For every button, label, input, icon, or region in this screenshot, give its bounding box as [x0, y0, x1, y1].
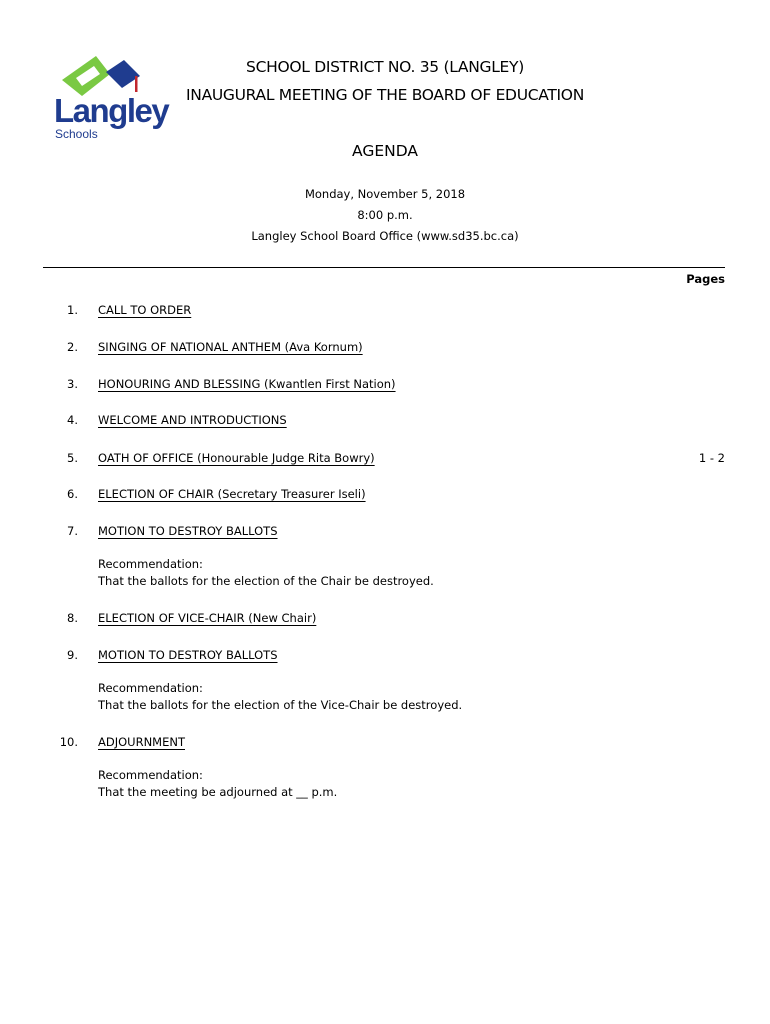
logo-subtitle: Schools	[55, 127, 98, 141]
recommendation-block	[98, 767, 337, 801]
item-title-link[interactable]: OATH OF OFFICE (Honourable Judge Rita Bowry)	[98, 451, 375, 465]
item-title-link[interactable]: ADJOURNMENT	[98, 735, 185, 749]
pages-column-heading: Pages	[686, 272, 725, 286]
meeting-date: Monday, November 5, 2018	[304, 187, 466, 201]
recommendation-block	[98, 680, 462, 714]
item-number: 1.	[67, 303, 78, 317]
item-title-link[interactable]: SINGING OF NATIONAL ANTHEM (Ava Kornum)	[98, 340, 363, 354]
item-title-link[interactable]: ELECTION OF CHAIR (Secretary Treasurer Iseli)	[98, 487, 366, 501]
item-title-link[interactable]: CALL TO ORDER	[98, 303, 192, 317]
agenda-item	[0, 735, 770, 755]
recommendation-text: That the meeting be adjourned at __ p.m.	[98, 785, 338, 799]
recommendation-text: That the ballots for the election of the Chair be destroyed.	[98, 574, 434, 588]
item-number: 5.	[67, 451, 78, 465]
agenda-item	[0, 413, 770, 433]
agenda-item	[0, 524, 770, 544]
meeting-title: INAUGURAL MEETING OF THE BOARD OF EDUCATION	[186, 86, 584, 104]
item-title-link[interactable]: MOTION TO DESTROY BALLOTS	[98, 524, 278, 538]
agenda-item	[0, 648, 770, 668]
item-number: 6.	[67, 487, 78, 501]
recommendation-label: Recommendation:	[98, 681, 203, 695]
item-number: 3.	[67, 377, 78, 391]
item-title-link[interactable]: HONOURING AND BLESSING (Kwantlen First Nation)	[98, 377, 396, 391]
agenda-item	[0, 451, 770, 471]
item-number: 8.	[67, 611, 78, 625]
recommendation-label: Recommendation:	[98, 768, 203, 782]
header-divider	[43, 267, 725, 268]
item-number: 9.	[67, 648, 78, 662]
item-title-link[interactable]: MOTION TO DESTROY BALLOTS	[98, 648, 278, 662]
item-title-link[interactable]: ELECTION OF VICE-CHAIR (New Chair)	[98, 611, 317, 625]
agenda-heading: AGENDA	[352, 142, 418, 160]
agenda-item	[0, 611, 770, 631]
agenda-item	[0, 303, 770, 323]
item-number: 10.	[59, 735, 78, 749]
district-title: SCHOOL DISTRICT NO. 35 (LANGLEY)	[246, 58, 524, 76]
agenda-item	[0, 377, 770, 397]
item-pages: 1 - 2	[698, 451, 725, 465]
meeting-time: 8:00 p.m.	[357, 208, 413, 222]
item-number: 2.	[67, 340, 78, 354]
meeting-location: Langley School Board Office (www.sd35.bc.ca)	[251, 229, 519, 243]
logo-wordmark: Langley	[54, 92, 169, 129]
agenda-item	[0, 340, 770, 360]
agenda-item	[0, 487, 770, 507]
recommendation-text: That the ballots for the election of the Vice-Chair be destroyed.	[98, 698, 463, 712]
recommendation-block	[98, 556, 434, 590]
item-title-link[interactable]: WELCOME AND INTRODUCTIONS	[98, 413, 287, 427]
recommendation-label: Recommendation:	[98, 557, 203, 571]
item-number: 7.	[67, 524, 78, 538]
item-number: 4.	[67, 413, 78, 427]
